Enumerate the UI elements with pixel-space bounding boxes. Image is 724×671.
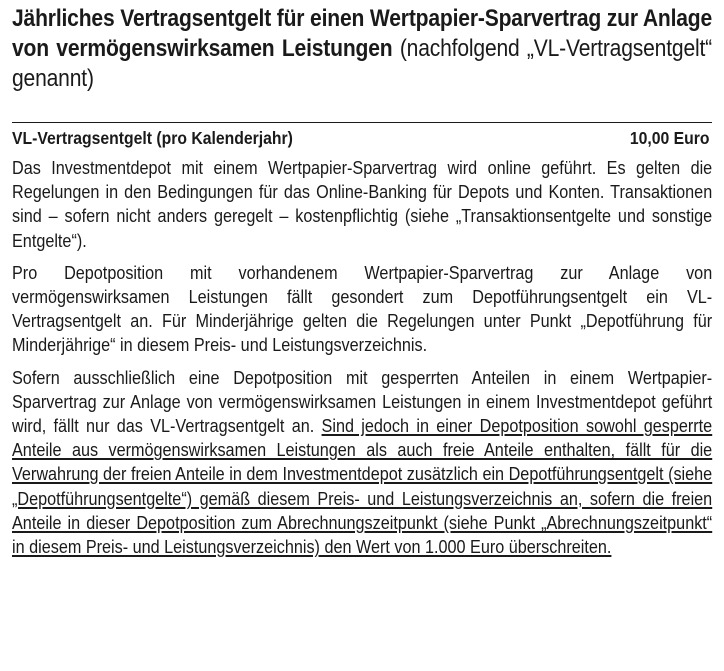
fee-amount: 10,00 Euro (630, 128, 710, 148)
paragraph-locked-shares-plain: Sofern ausschließlich eine Depotposition mit gesperrten Anteilen in einem Wertpapier-Sparvertrag zur Anlage von vermögenswirksamen Leistungen in einem Investmentdepot geführt wird, fällt nur das VL-Vertragsentgelt an. (12, 367, 713, 437)
fee-label: VL-Vertragsentgelt (pro Kalenderjahr) (12, 128, 293, 148)
fee-row (12, 128, 712, 154)
heading-normal-text: (nachfolgend „VL-Vertragsentgelt“ genannt) (12, 35, 713, 92)
heading-bold-text: Jährliches Vertragsentgelt für einen Wertpapier-Sparvertrag zur Anlage von vermögenswirksamen Leistungen (12, 5, 713, 62)
paragraph-online-depot: Das Investmentdepot mit einem Wertpapier-Sparvertrag wird online geführt. Es gelten die Regelungen in den Bedingungen für das Online-Banking für Depots und Konten. Transaktionen sind – sofern nicht anders geregelt – kostenpflichtig (siehe „Transaktionsentgelte und sonstige Entgelte“). (12, 158, 713, 251)
section-heading (12, 4, 712, 94)
document (12, 4, 713, 558)
paragraph-vl-fee: Pro Depotposition mit vorhandenem Wertpapier-Sparvertrag zur Anlage von vermögenswirksamen Leistungen fällt gesondert zum Depotführungsentgelt ein VL-Vertragsentgelt an. Für Minderjährige gelten die Regelungen unter Punkt „Depotführung für Minderjährige“ in diesem Preis- und Leistungsverzeichnis. (12, 262, 713, 356)
paragraph-locked-shares (12, 366, 712, 560)
divider-line (12, 122, 712, 123)
paragraph-locked-shares-underlined: Sind jedoch in einer Depotposition sowohl gesperrte Anteile aus vermögenswirksamen Leistungen als auch freie Anteile enthalten, fällt für die Verwahrung der freien Anteile in dem Investmentdepot zusätzlich ein Depotführungsentgelt (siehe „Depotführungsentgelte“) gemäß diesem Preis- und Leistungsverzeichnis an, sofern die freien Anteile in dieser Depotposition zum Abrechnungszeitpunkt (siehe Punkt „Abrechnungszeitpunkt“ in diesem Preis- und Leistungsverzeichnis) den Wert von 1.000 Euro überschreiten. (12, 416, 713, 558)
body-text (12, 156, 712, 567)
